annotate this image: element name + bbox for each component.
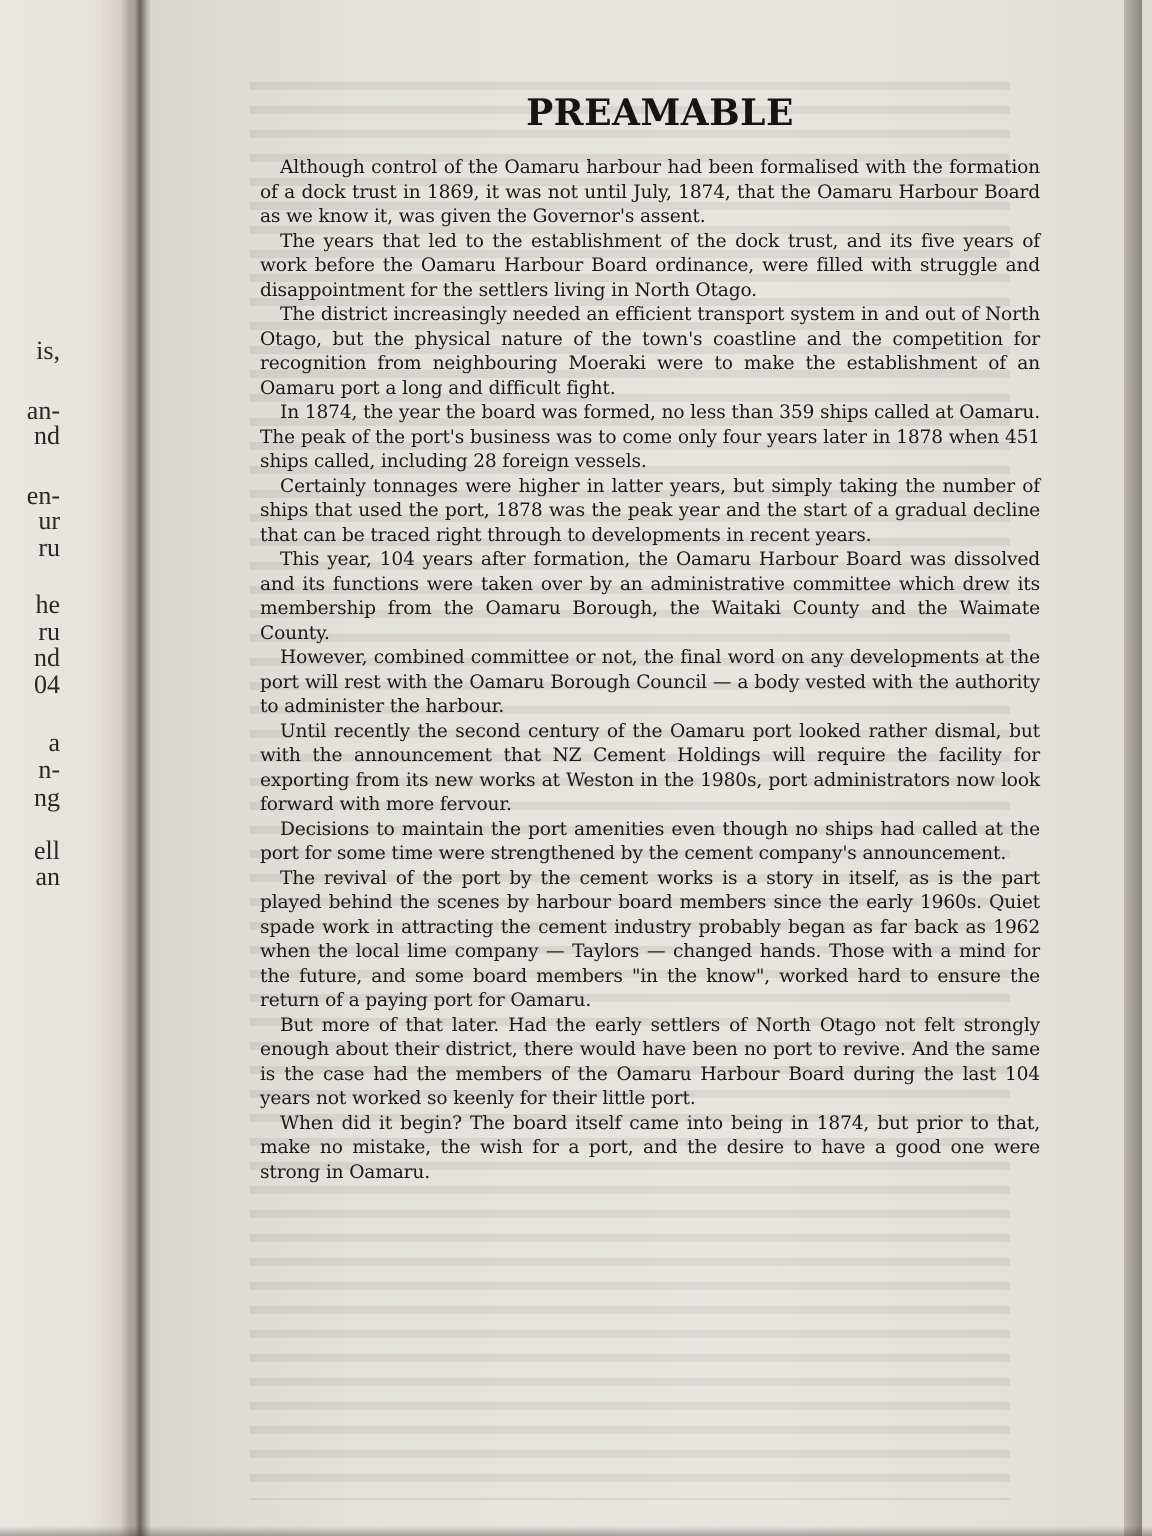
left-page-fragment: n-	[38, 755, 60, 784]
paragraph: Although control of the Oamaru harbour had been formalised with the formation of a dock trust in 1869, it was not until July, 1874, that the Oamaru Harbour Board as we know it, was given the Governor's assent.	[260, 157, 1040, 227]
left-page-fragment: nd	[34, 643, 60, 672]
right-page	[150, 0, 1142, 1536]
paragraph: This year, 104 years after formation, the Oamaru Harbour Board was dissolved and its functions were taken over by an administrative committee which drew its membership from the Oamaru Borough, the Waitaki County and the Waimate County.	[260, 549, 1040, 644]
left-page-fragment: ru	[38, 533, 60, 562]
left-facing-page	[0, 0, 132, 1536]
paragraph: Certainly tonnages were higher in latter years, but simply taking the number of ships that used the port, 1878 was the peak year and the start of a gradual decline that can be traced right through to developments in recent years.	[260, 475, 1040, 546]
left-page-fragment: an-	[26, 396, 60, 425]
paragraph: Decisions to maintain the port amenities even though no ships had called at the port for some time were strengthened by the cement company's announcement.	[260, 818, 1040, 864]
left-page-fragment: nd	[34, 421, 60, 450]
left-page-fragment: ur	[38, 506, 60, 535]
paragraph: But more of that later. Had the early settlers of North Otago not felt strongly enough about their district, there would have been no port to revive. And the same is the case had the members of the Oamaru Harbour Board during the last 104 years not worked so keenly for their little port.	[260, 1014, 1040, 1109]
left-page-fragment: a	[48, 728, 60, 757]
left-page-fragment: ng	[34, 783, 60, 812]
left-page-fragment: is,	[36, 336, 60, 365]
left-page-fragment: en-	[26, 481, 60, 510]
paragraph: Until recently the second century of the Oamaru port looked rather dismal, but with the announcement that NZ Cement Holdings will require the facility for exporting from its new works at Weston in the 1980s, port administrators now look forward with more fervour.	[260, 720, 1040, 815]
bottom-shadow	[0, 1526, 1152, 1536]
paragraph: The years that led to the establishment of the dock trust, and its five years of work before the Oamaru Harbour Board ordinance, were filled with struggle and disappointment for the settlers living in North Otago.	[260, 230, 1040, 301]
page-title: PREAMABLE	[526, 92, 794, 134]
paragraph: The revival of the port by the cement works is a story in itself, as is the part played behind the scenes by harbour board members since the early 1960s. Quiet spade work in attracting the cement industry probably began as far back as 1962 when the local lime company — Taylors — changed hands. Those with a mind for the future, and some board members "in the know", worked hard to ensure the return of a paying port for Oamaru.	[260, 867, 1040, 1011]
paragraph: However, combined committee or not, the final word on any developments at the port will rest with the Oamaru Borough Council — a body vested with the authority to administer the harbour.	[260, 647, 1040, 717]
paragraph: When did it begin? The board itself came into being in 1874, but prior to that, make no mistake, the wish for a port, and the desire to have a good one were strong in Oamaru.	[260, 1112, 1040, 1183]
left-page-fragment: ru	[38, 617, 60, 646]
left-page-fragment: he	[35, 590, 60, 619]
left-page-fragment: ell	[34, 836, 60, 865]
page-edge	[1124, 0, 1142, 1536]
left-page-fragment: 04	[34, 670, 60, 699]
paragraph: The district increasingly needed an efficient transport system in and out of North Otago, but the physical nature of the town's coastline and the competition for recognition from neighbouring Moeraki were to make the establishment of an Oamaru port a long and difficult fight.	[260, 304, 1040, 399]
left-page-fragment: an	[35, 862, 60, 891]
preamble-article	[260, 92, 1040, 1185]
paragraph: In 1874, the year the board was formed, no less than 359 ships called at Oamaru. The peak of the port's business was to come only four years later in 1878 when 451 ships called, including 28 foreign vessels.	[260, 402, 1040, 472]
